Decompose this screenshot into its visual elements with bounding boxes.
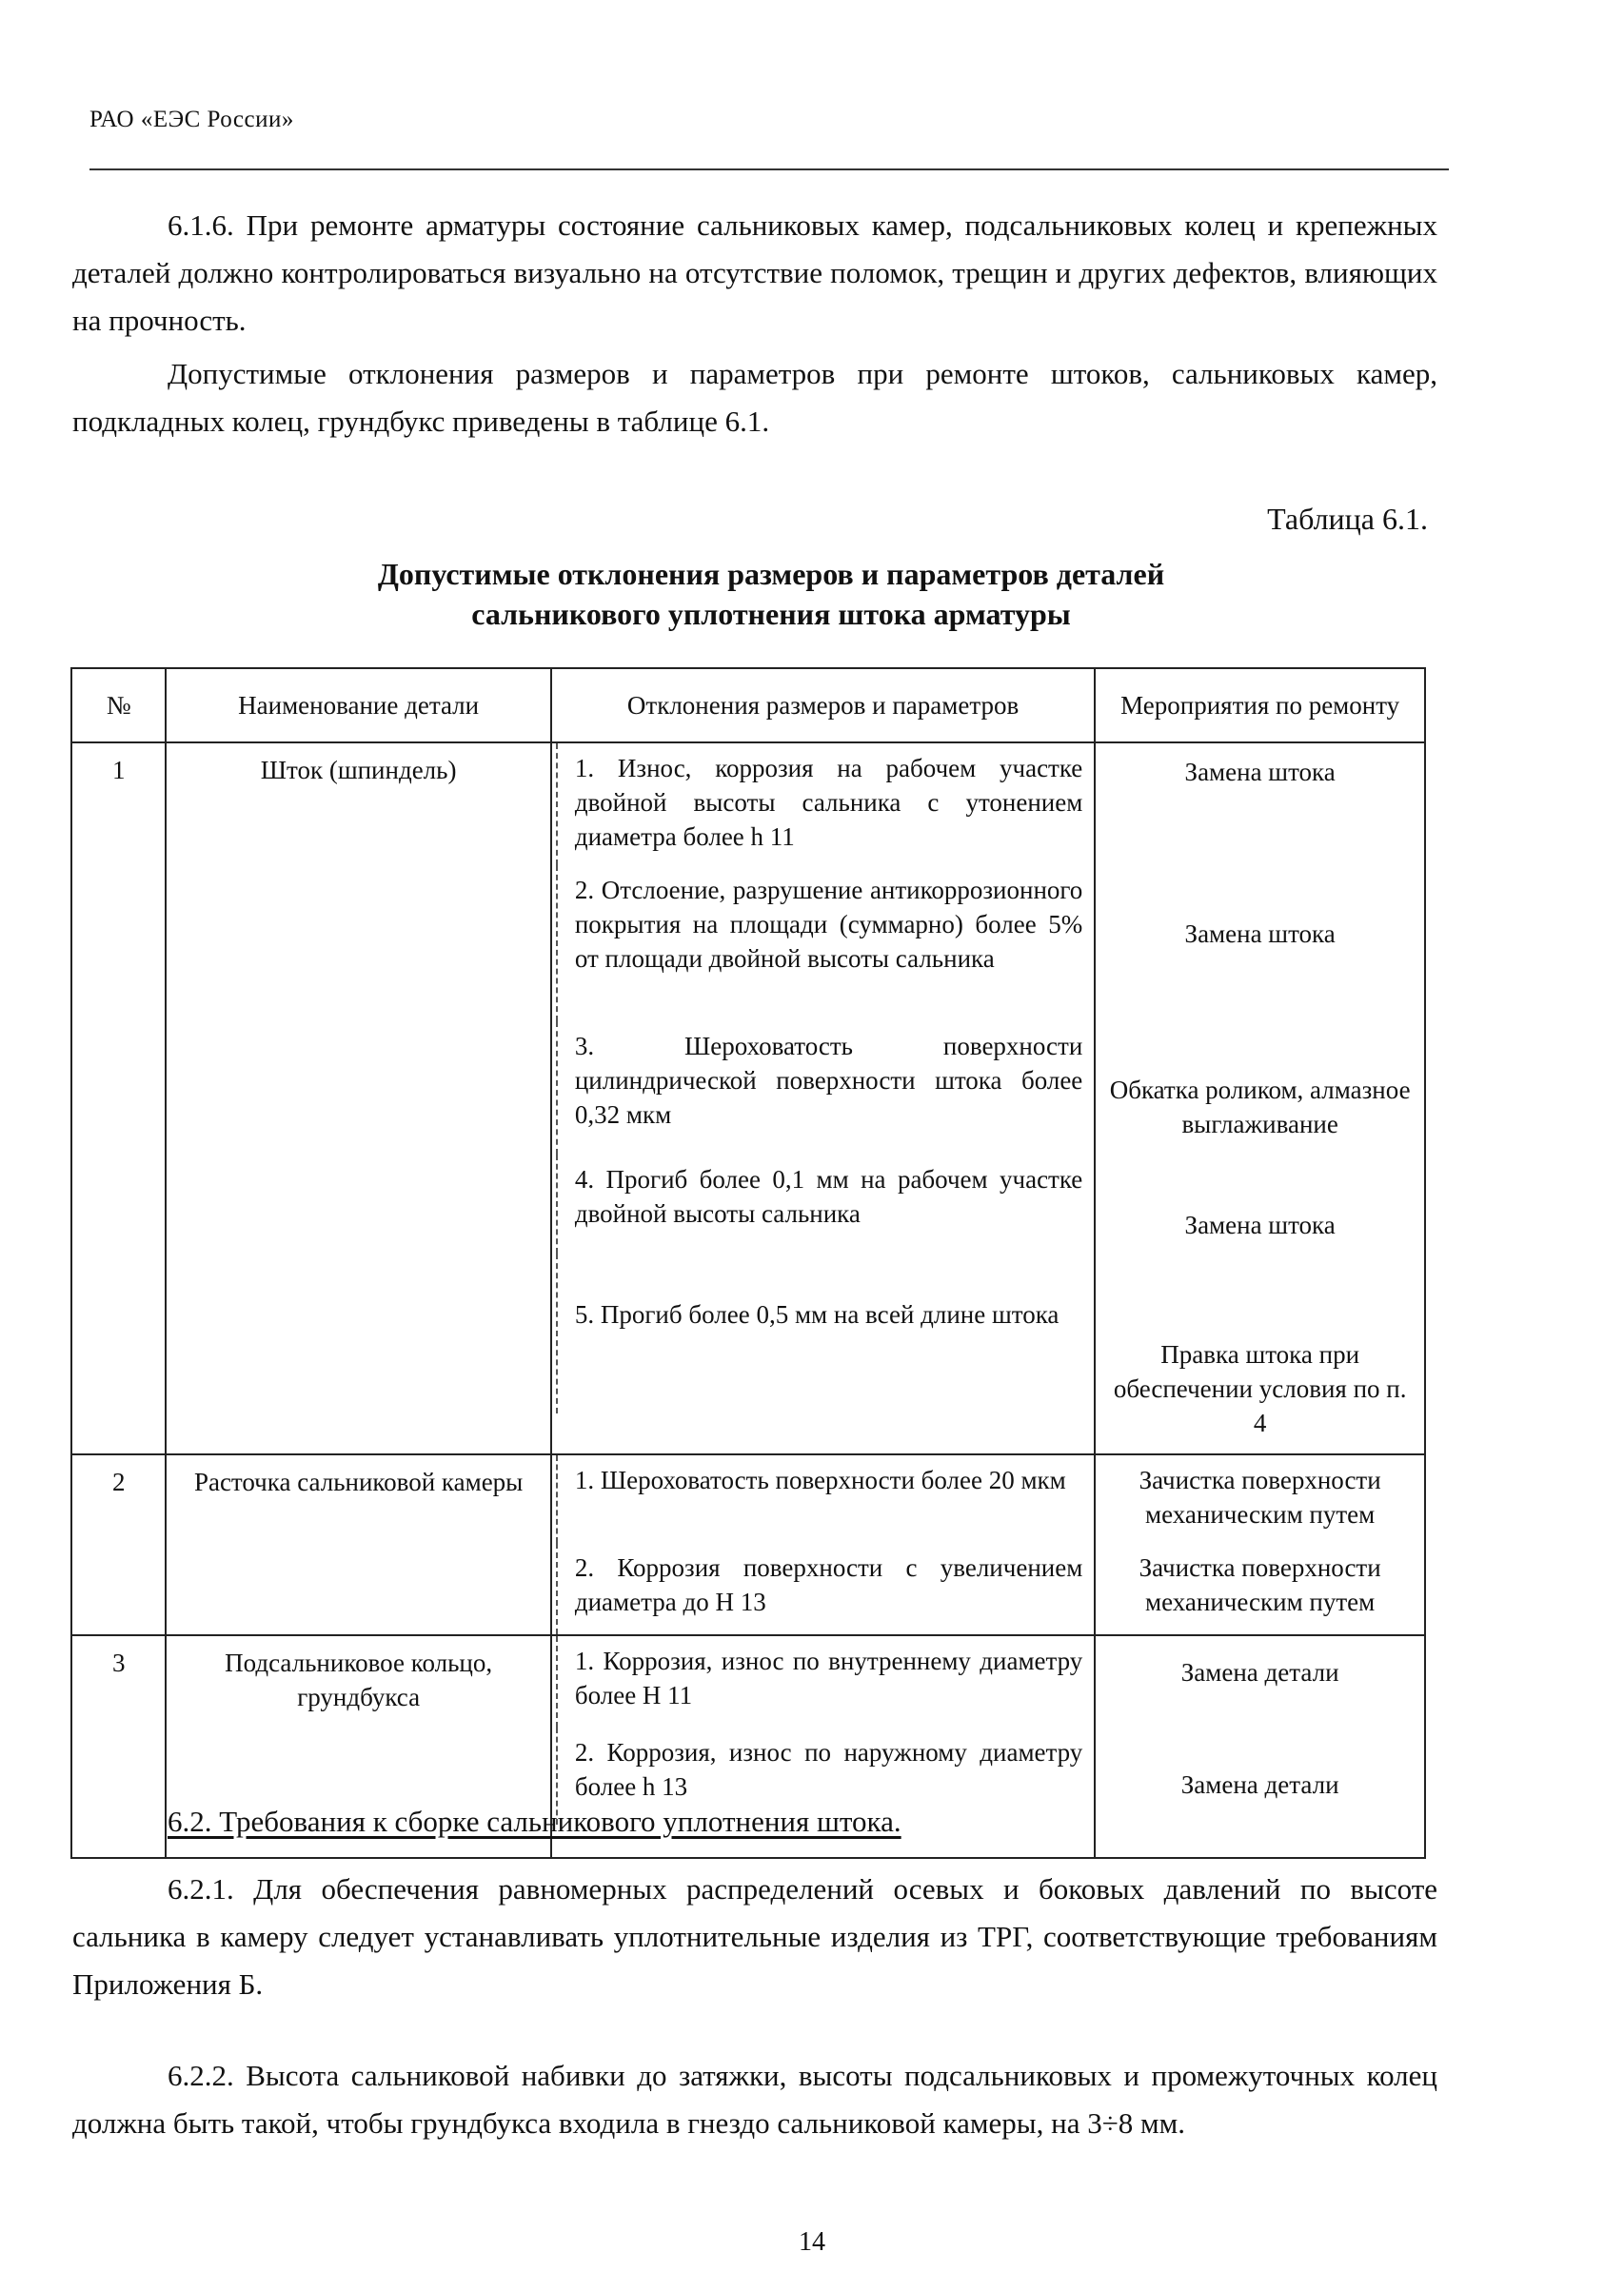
header-name: Наименование детали — [166, 668, 550, 742]
part-name: Шток (шпиндель) — [166, 742, 550, 1454]
deviation-item: 3. Шероховатость поверхности цилиндрической поверхности штока более 0,32 мкм — [556, 1021, 1094, 1155]
action-item: Замена штока — [1184, 919, 1336, 948]
row-number: 1 — [71, 742, 166, 1454]
header-no: № — [71, 668, 166, 742]
table-row — [71, 742, 1425, 1454]
paragraph-6-2-2: 6.2.2. Высота сальниковой набивки до затяжки, высоты подсальниковых и промежуточных колец должна быть такой, чтобы грундбукса входила в гнездо сальниковой камеры, на 3÷8 мм. — [72, 2059, 1437, 2140]
deviation-item: 4. Прогиб более 0,1 мм на рабочем участке двойной высоты сальника — [556, 1155, 1094, 1254]
action-item: Замена детали — [1180, 1658, 1339, 1687]
header-rule — [89, 168, 1449, 170]
action-item: Правка штока при обеспечении условия по п. 4 — [1113, 1340, 1407, 1437]
document-header: РАО «ЕЭС России» — [89, 107, 294, 132]
header-action: Мероприятия по ремонту — [1095, 668, 1425, 742]
paragraph-allowed-deviations: Допустимые отклонения размеров и параметров при ремонте штоков, сальниковых камер, подкладных колец, грундбукс приведены в таблице 6.1. — [72, 357, 1437, 438]
deviation-cell — [551, 742, 1095, 1454]
deviation-item: 1. Износ, коррозия на рабочем участке двойной высоты сальника с утонением диаметра более h 11 — [556, 743, 1094, 865]
table-number: Таблица 6.1. — [1267, 502, 1428, 536]
action-item: Замена штока — [1184, 1211, 1336, 1239]
action-item: Зачистка поверхности механическим путем — [1139, 1553, 1381, 1616]
action-item: Обкатка роликом, алмазное выглаживание — [1109, 1076, 1411, 1138]
page-number: 14 — [799, 2227, 825, 2257]
part-name: Подсальниковое кольцо, грундбукса — [166, 1635, 550, 1858]
action-item: Зачистка поверхности механическим путем — [1139, 1466, 1381, 1529]
action-item: Замена штока — [1184, 758, 1336, 786]
table-title — [238, 554, 1304, 634]
table-row — [71, 1454, 1425, 1635]
paragraph-6-1-6: 6.1.6. При ремонте арматуры состояние сальниковых камер, подсальниковых колец и крепежных деталей должно контролироваться визуально на отсутствие поломок, трещин и других дефектов, влияющих на прочность. — [72, 208, 1437, 337]
part-name: Расточка сальниковой камеры — [166, 1454, 550, 1635]
table-header-row — [71, 668, 1425, 742]
deviation-item: 1. Коррозия, износ по внутреннему диаметру более Н 11 — [556, 1636, 1094, 1728]
section-6-2-heading: 6.2. Требования к сборке сальникового уплотнения штока. — [168, 1805, 901, 1838]
action-cell — [1095, 742, 1425, 1454]
row-number: 3 — [71, 1635, 166, 1858]
action-cell — [1095, 1635, 1425, 1858]
header-deviation: Отклонения размеров и параметров — [551, 668, 1095, 742]
action-cell — [1095, 1454, 1425, 1635]
paragraph-6-2-1: 6.2.1. Для обеспечения равномерных распределений осевых и боковых давлений по высоте сальника в камеру следует устанавливать уплотнительные изделия из ТРГ, соответствующие требованиям Приложения Б. — [72, 1872, 1437, 2001]
deviation-item: 5. Прогиб более 0,5 мм на всей длине штока — [556, 1254, 1094, 1413]
action-item: Замена детали — [1180, 1770, 1339, 1799]
deviation-item: 2. Коррозия поверхности с увеличением диаметра до Н 13 — [556, 1543, 1094, 1634]
row-number: 2 — [71, 1454, 166, 1635]
deviation-item: 2. Отслоение, разрушение антикоррозионного покрытия на площади (суммарно) более 5% от площади двойной высоты сальника — [556, 865, 1094, 1021]
deviations-table — [70, 667, 1426, 1859]
deviation-item: 2. Коррозия, износ по наружному диаметру более h 13 — [556, 1728, 1094, 1825]
table-title-line1: Допустимые отклонения размеров и параметров деталей — [377, 557, 1165, 591]
deviation-item: 1. Шероховатость поверхности более 20 мкм — [556, 1455, 1094, 1543]
table-title-line2: сальникового уплотнения штока арматуры — [471, 597, 1071, 631]
deviation-cell — [551, 1454, 1095, 1635]
